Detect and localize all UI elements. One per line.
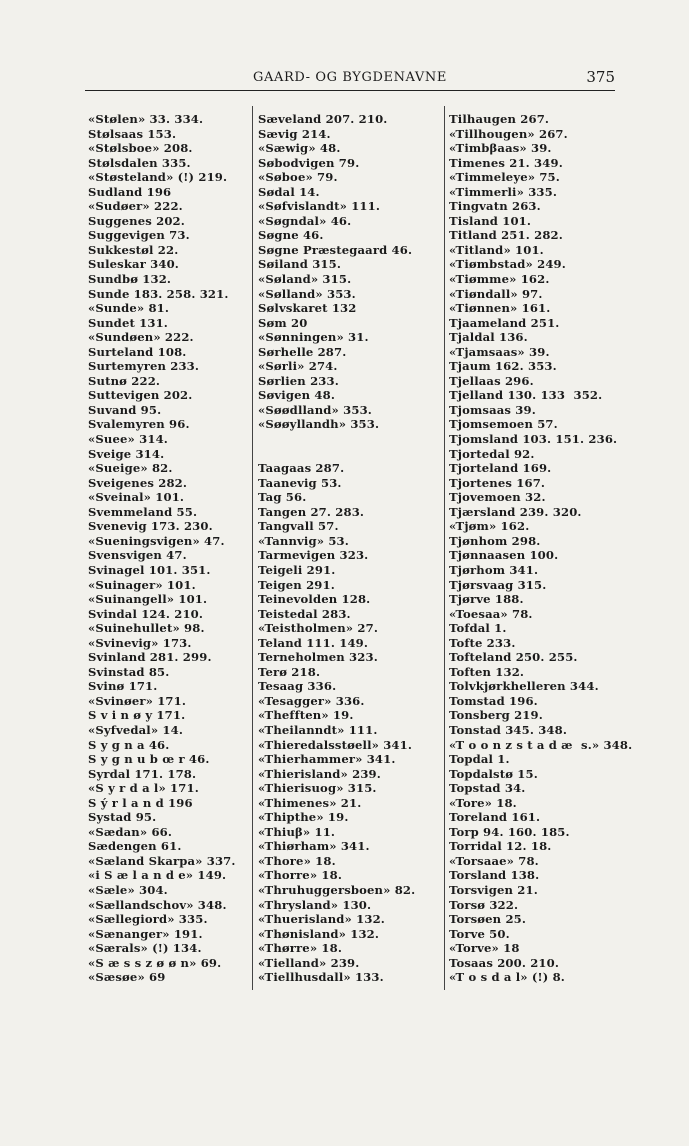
index-entry: «Suinager» 101. [88,577,196,592]
index-entry: Søbodvigen 79. [258,155,360,170]
index-entry: Tjomsland 103. 151. 236. [449,432,618,447]
index-entry: Tag 56. [258,490,307,505]
index-entry: Tomstad 196. [449,693,538,708]
index-entry: Sudland 196 [88,184,172,199]
index-entry: «Tielland» 239. [258,955,360,970]
index-entry: Sundet 131. [88,315,168,330]
index-entry: «Tannvig» 53. [258,533,349,548]
index-entry: Terø 218. [258,664,321,679]
index-entry: «Svinevig» 173. [88,635,192,650]
index-entry: «Titland» 101. [449,242,544,257]
index-entry: Topstad 34. [449,781,526,796]
index-entry: Tofdal 1. [449,621,507,636]
index-entry: «Tjøm» 162. [449,519,530,534]
index-entry: Tjønnaasen 100. [449,548,559,563]
index-entry: Tangvall 57. [258,519,339,534]
index-entry: «Thruhuggersboen» 82. [258,882,416,897]
index-entry: Surteland 108. [88,344,187,359]
index-entry: «Torve» 18 [449,941,520,956]
index-entry: Teinevolden 128. [258,592,371,607]
index-entry: Svinland 281. 299. [88,650,212,665]
index-entry: Sædengen 61. [88,839,182,854]
index-entry: Torve 50. [449,926,510,941]
index-entry: «Suee» 314. [88,432,168,447]
index-entry: Svinstad 85. [88,664,170,679]
index-entry: Tjomsaas 39. [449,402,536,417]
index-entry: «Støsteland» (!) 219. [88,170,228,185]
index-entry: Tangen 27. 283. [258,504,365,519]
index-entry: Tosaas 200. 210. [449,955,560,970]
index-entry: Suttevigen 202. [88,388,193,403]
index-entry: «Sænanger» 191. [88,926,203,941]
column-divider [252,106,253,990]
index-entry: Tjaldal 136. [449,330,528,345]
index-entry: Tilhaugen 267. [449,112,550,126]
index-entry: «Tjamsaas» 39. [449,344,550,359]
index-entry: Teigen 291. [258,577,335,592]
index-column-3 [449,112,632,985]
index-entry: S v i n ø y 171. [88,708,186,723]
index-entry: «Sølland» 353. [258,286,356,301]
index-entry: Sølvskaret 132 [258,301,357,316]
index-entry: Torsvigen 21. [449,882,538,897]
index-entry: Sødal 14. [258,184,320,199]
index-entry: «Timmerli» 335. [449,184,558,199]
index-entry: Tonsberg 219. [449,708,543,723]
index-entry: Torsø 322. [449,897,519,912]
index-entry: Tarmevigen 323. [258,548,369,563]
index-entry: Tjønhom 298. [449,533,541,548]
index-entry: «Thrysland» 130. [258,897,372,912]
index-entry: «Sællegiord» 335. [88,912,208,927]
column-divider [444,106,445,990]
index-entry: Tisland 101. [449,213,532,228]
index-entry: Tjærsland 239. 320. [449,504,582,519]
blank-line [258,447,415,462]
index-entry: «Tiellhusdall» 133. [258,970,384,985]
index-entry: «Toesaa» 78. [449,606,533,621]
index-entry: Tjellaas 296. [449,373,534,388]
index-entry: «Sudøer» 222. [88,199,183,214]
index-entry: «Thimenes» 21. [258,795,362,810]
index-entry: Sævig 214. [258,126,331,141]
index-entry: Sutnø 222. [88,373,161,388]
index-entry: S y g n a 46. [88,737,170,752]
index-entry: Tjomsemoen 57. [449,417,558,432]
index-entry: «Sæland Skarpa» 337. [88,853,236,868]
index-entry: «Thierhammer» 341. [258,752,396,767]
index-entry: Søgne 46. [258,228,324,243]
index-entry: Svalemyren 96. [88,417,190,432]
index-entry: «Thore» 18. [258,853,336,868]
index-entry: «Thierisuog» 315. [258,781,377,796]
index-entry: «Søfvislandt» 111. [258,199,381,214]
index-entry: «Sveinal» 101. [88,490,185,505]
index-entry: «S æ s s z ø ø n» 69. [88,955,222,970]
index-entry: Toreland 161. [449,810,541,825]
index-entry: «Thuerisland» 132. [258,912,385,927]
index-entry: «Søboe» 79. [258,170,338,185]
index-entry: Tjørhom 341. [449,562,539,577]
index-entry: Sørhelle 287. [258,344,347,359]
index-entry: Sukkestøl 22. [88,242,179,257]
index-entry: Toften 132. [449,664,525,679]
index-entry: Tingvatn 263. [449,199,541,214]
index-entry: Timenes 21. 349. [449,155,563,170]
index-entry: «Syfvedal» 14. [88,722,184,737]
index-entry: Terneholmen 323. [258,650,378,665]
index-entry: Tofteland 250. 255. [449,650,578,665]
index-entry: «Sueningsvigen» 47. [88,533,225,548]
index-entry: «Theilanndt» 111. [258,722,378,737]
index-entry: «Søøyllandh» 353. [258,417,380,432]
index-entry: Sæveland 207. 210. [258,112,388,126]
index-entry: Tjørve 188. [449,592,524,607]
index-entry: Sveigenes 282. [88,475,188,490]
index-entry: «Timmeleye» 75. [449,170,560,185]
index-entry: «Tillhougen» 267. [449,126,568,141]
index-entry: Svinagel 101. 351. [88,562,211,577]
index-entry: «Thønisland» 132. [258,926,380,941]
index-entry: Systad 95. [88,810,157,825]
index-entry: «Tore» 18. [449,795,517,810]
index-entry: «Torsaae» 78. [449,853,539,868]
index-entry: «T o s d a l» (!) 8. [449,970,565,985]
index-entry: Titland 251. 282. [449,228,563,243]
index-entry: «Thefften» 19. [258,708,354,723]
index-entry: «S y r d a l» 171. [88,781,199,796]
index-entry: «Tiønnen» 161. [449,301,551,316]
index-entry: «Søgndal» 46. [258,213,352,228]
index-entry: Sunde 183. 258. 321. [88,286,229,301]
index-entry: Syrdal 171. 178. [88,766,197,781]
index-entry: «Særals» (!) 134. [88,941,202,956]
index-entry: «Suinangell» 101. [88,592,208,607]
index-entry: «Sueige» 82. [88,461,173,476]
index-entry: «Sørli» 274. [258,359,338,374]
index-entry: «Suinehullet» 98. [88,621,205,636]
index-entry: «Søland» 315. [258,272,352,287]
index-entry: «Svinøer» 171. [88,693,187,708]
index-entry: «Thorre» 18. [258,868,343,883]
index-entry: Tjovemoen 32. [449,490,546,505]
index-entry: Tofte 233. [449,635,516,650]
index-entry: «T o o n z s t a d æ s.» 348. [449,737,633,752]
index-entry: Suggevigen 73. [88,228,190,243]
index-entry: Sørlien 233. [258,373,339,388]
header-title: GAARD- OG BYGDENAVNE [253,70,447,85]
index-entry: «Sællandschov» 348. [88,897,227,912]
index-entry: «Sundøen» 222. [88,330,194,345]
index-entry: Teland 111. 149. [258,635,369,650]
index-entry: Svindal 124. 210. [88,606,204,621]
index-column-1 [88,112,236,985]
index-entry: Teistedal 283. [258,606,351,621]
index-entry: Teigeli 291. [258,562,336,577]
index-entry: Tjørsvaag 315. [449,577,547,592]
index-entry: S ý r l a n d 196 [88,795,193,810]
index-entry: «Thieredalsstøell» 341. [258,737,413,752]
index-entry: «Tiømbstad» 249. [449,257,566,272]
index-entry: «Tiøndall» 97. [449,286,543,301]
index-entry: Søiland 315. [258,257,342,272]
index-entry: Tonstad 345. 348. [449,722,568,737]
index-entry: Tjorteland 169. [449,461,552,476]
index-entry: «Tesagger» 336. [258,693,365,708]
index-entry: Taagaas 287. [258,461,345,476]
index-entry: «Teistholmen» 27. [258,621,379,636]
index-entry: Tjaum 162. 353. [449,359,557,374]
index-entry: Tesaag 336. [258,679,337,694]
index-entry: Stølsdalen 335. [88,155,191,170]
index-entry: Topdal 1. [449,752,510,767]
index-entry: Surtemyren 233. [88,359,200,374]
index-column-2 [258,112,415,985]
index-entry: Søm 20 [258,315,308,330]
index-entry: Suggenes 202. [88,213,185,228]
index-entry: Søvigen 48. [258,388,336,403]
index-entry: Svenevig 173. 230. [88,519,213,534]
index-entry: Søgne Præstegaard 46. [258,242,413,257]
index-entry: «Sæwig» 48. [258,141,341,156]
index-entry: «Sønningen» 31. [258,330,369,345]
index-entry: «Søødlland» 353. [258,402,372,417]
index-entry: Torp 94. 160. 185. [449,824,570,839]
index-entry: «Timbβaas» 39. [449,141,552,156]
index-entry: Stølsaas 153. [88,126,177,141]
index-entry: Svensvigen 47. [88,548,187,563]
index-entry: «Tiømme» 162. [449,272,550,287]
index-entry: Torsland 138. [449,868,540,883]
index-entry: «Thipthe» 19. [258,810,349,825]
index-entry: Tjortedal 92. [449,446,535,461]
index-entry: «Thiuβ» 11. [258,824,336,839]
index-entry: «Sunde» 81. [88,301,170,316]
index-entry: Tjaameland 251. [449,315,560,330]
index-entry: Tolvkjørkhelleren 344. [449,679,599,694]
index-entry: «Thiørham» 341. [258,839,370,854]
index-entry: Sveige 314. [88,446,165,461]
index-entry: «Thørre» 18. [258,941,343,956]
index-entry: Tjortenes 167. [449,475,546,490]
index-entry: «Sæsøe» 69 [88,970,166,985]
index-entry: Svemmeland 55. [88,504,198,519]
running-header [85,68,615,91]
index-entry: «Thierisland» 239. [258,766,381,781]
index-entry: «Sædan» 66. [88,824,173,839]
index-entry: Taanevig 53. [258,475,342,490]
page-number: 375 [586,68,615,86]
index-entry: S y g n u b œ r 46. [88,752,210,767]
index-entry: Tjelland 130. 133 352. [449,388,603,403]
index-entry: «Sæle» 304. [88,882,168,897]
index-entry: Torsøen 25. [449,912,527,927]
index-entry: Suleskar 340. [88,257,179,272]
index-entry: «i S æ l a n d e» 149. [88,868,227,883]
index-entry: Topdalstø 15. [449,766,538,781]
index-entry: «Stølen» 33. 334. [88,112,204,126]
blank-line [258,432,415,447]
index-entry: Svinø 171. [88,679,158,694]
index-entry: Sundbø 132. [88,272,172,287]
index-entry: Suvand 95. [88,402,162,417]
index-entry: Torridal 12. 18. [449,839,552,854]
index-entry: «Stølsboe» 208. [88,141,193,156]
